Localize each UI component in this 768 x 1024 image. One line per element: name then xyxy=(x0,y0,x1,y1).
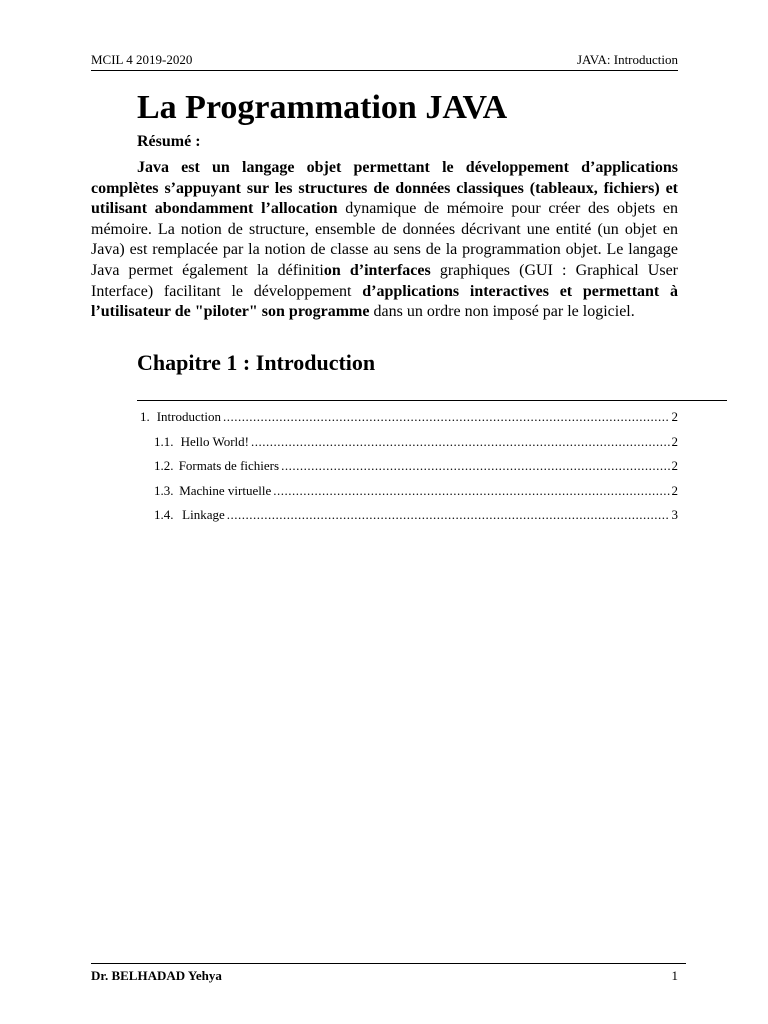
footer-author: Dr. BELHADAD Yehya xyxy=(91,968,222,983)
toc-entry-page: 2 xyxy=(671,409,678,424)
toc-entry-label: Machine virtuelle xyxy=(179,482,272,498)
toc-entry-page: 2 xyxy=(671,458,678,473)
toc-entry-label: Linkage xyxy=(182,507,225,522)
toc-entry-label: Introduction xyxy=(156,409,221,424)
resume-label: Résumé : xyxy=(137,133,201,150)
table-of-contents xyxy=(140,409,678,532)
toc-entry-label: Hello World! xyxy=(180,433,249,449)
page-footer xyxy=(91,963,686,984)
toc-entry-number: 1.2. xyxy=(154,458,174,473)
toc-leader-dots xyxy=(281,458,669,474)
toc-entry-hello-world[interactable] xyxy=(140,434,678,459)
toc-entry-label: Formats de fichiers xyxy=(178,458,280,473)
page-header xyxy=(91,52,678,71)
toc-entry-linkage[interactable] xyxy=(140,507,678,532)
abstract-text-3: dans un ordre non imposé par le logiciel. xyxy=(369,303,635,321)
toc-entry-number: 1.4. xyxy=(154,507,174,522)
header-course: MCIL 4 2019-2020 xyxy=(91,52,193,67)
toc-entry-introduction[interactable] xyxy=(140,409,678,434)
toc-leader-dots xyxy=(227,507,670,523)
toc-leader-dots xyxy=(223,409,670,425)
toc-entry-machine-virtuelle[interactable] xyxy=(140,483,678,508)
abstract-paragraph xyxy=(91,158,678,323)
chapter-title: Chapitre 1 : Introduction xyxy=(137,350,376,375)
abstract-bold-1: Java est un langage objet permettant le développement d’applications complètes s’appuyant sur les structures de données classiques (tableaux, fichiers) et utilisant abondamment l’allocation xyxy=(91,159,678,218)
toc-entry-number: 1.3. xyxy=(154,482,174,498)
abstract-text-2: graphiques (GUI : Graphical User Interface) facilitant le développement xyxy=(91,261,678,300)
toc-entry-page: 2 xyxy=(671,433,678,449)
footer-page-number: 1 xyxy=(671,968,678,983)
abstract-bold-3: d’applications interactives et permettant à l’utilisateur de "piloter" son programme xyxy=(91,282,678,321)
abstract-bold-2: on d’interfaces xyxy=(323,261,431,279)
toc-entry-number: 1. xyxy=(140,409,150,424)
header-topic: JAVA: Introduction xyxy=(577,52,678,67)
toc-leader-dots xyxy=(251,434,670,450)
toc-entry-number: 1.1. xyxy=(154,433,174,449)
toc-leader-dots xyxy=(273,483,669,499)
toc-entry-page: 2 xyxy=(671,482,678,498)
toc-entry-page: 3 xyxy=(671,507,678,522)
abstract-text-1: dynamique de mémoire pour créer des objets en mémoire. La notion de structure, ensemble de données décrivant une entité (un objet en Java) est remplacée par la notion de classe au sens de la programmation objet. Le langage Java permet également la définiti xyxy=(91,200,679,279)
document-title: La Programmation JAVA xyxy=(137,89,508,126)
toc-entry-formats-de-fichiers[interactable] xyxy=(140,458,678,483)
toc-divider xyxy=(137,400,727,401)
